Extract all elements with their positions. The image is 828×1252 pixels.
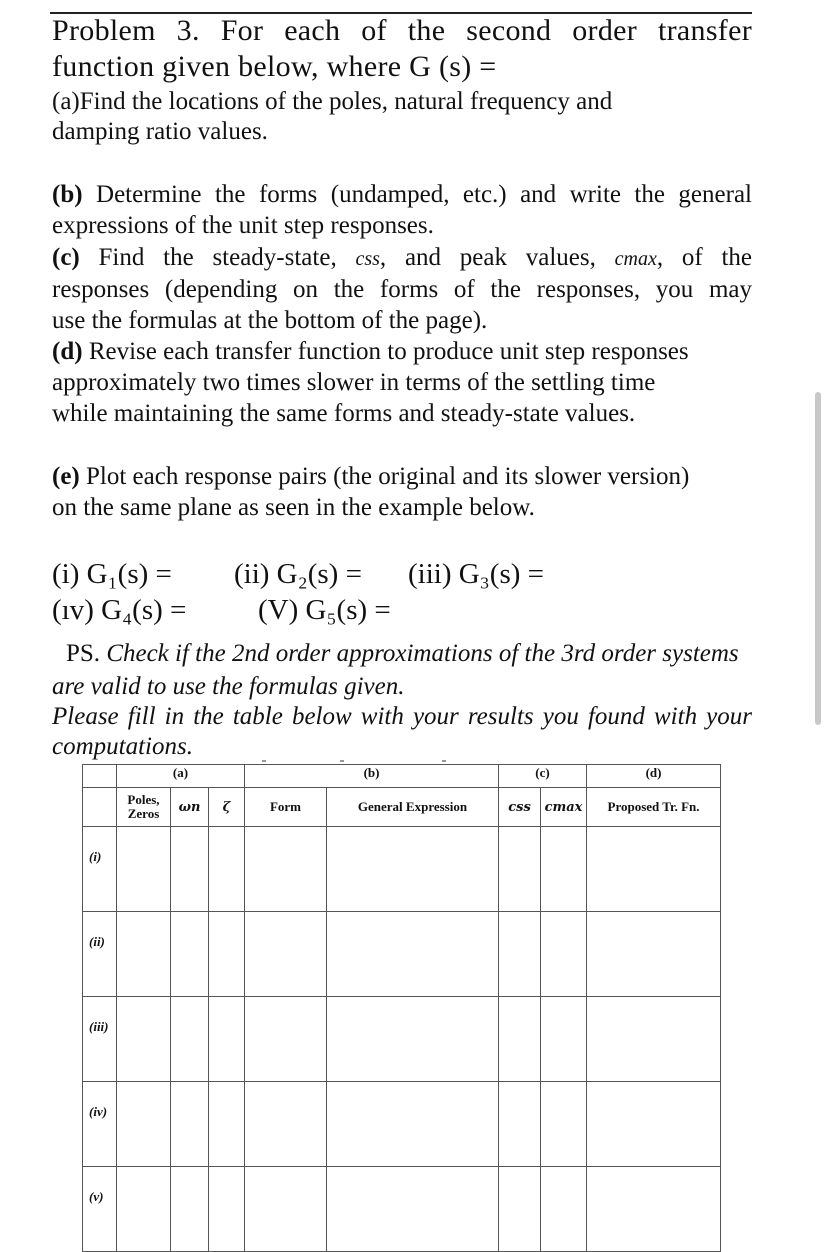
scan-mark [442,760,446,762]
table-cell[interactable] [587,827,721,912]
table-cell[interactable] [245,912,327,997]
results-table [82,764,721,1252]
ps-prefix: PS. [66,640,107,667]
part-b-text: Determine the forms (undamped, etc.) and write the general [82,181,752,208]
table-cell[interactable] [117,912,171,997]
table-cell[interactable] [245,1082,327,1167]
table-cell[interactable] [171,1082,209,1167]
part-d-text: Revise each transfer function to produce unit step responses [82,338,689,365]
ps-text: Check if the 2nd order approximations of the 3rd order systems [106,640,739,667]
table-cell[interactable] [117,997,171,1082]
table-cell[interactable] [245,827,327,912]
table-cell[interactable] [541,1082,587,1167]
fill-line2: computations. [52,733,193,760]
table-cell[interactable] [171,1167,209,1252]
header-corner-cell [83,788,117,827]
table-cell[interactable] [541,827,587,912]
table-cell[interactable] [327,997,499,1082]
tf-g2: (ii) G₂(s) = [234,558,362,590]
row-label: (v) [83,1167,117,1252]
part-a-line1: (a)Find the locations of the poles, natural frequency and [52,88,613,115]
table-cell[interactable] [117,827,171,912]
scan-mark [262,760,266,762]
table-row [83,1082,721,1167]
table-cell[interactable] [499,912,541,997]
css-symbol: css [355,248,380,270]
part-e-line1 [52,463,689,491]
part-e-text: Plot each response pairs (the original and its slower version) [79,463,690,490]
table-cell[interactable] [209,1082,245,1167]
part-b-label: (b) [52,181,83,208]
tf-g4: (ıv) G₄(s) = [52,594,187,626]
group-a-header: (a) [117,765,245,788]
row-label: (iv) [83,1082,117,1167]
table-cell[interactable] [327,827,499,912]
table-cell[interactable] [209,912,245,997]
table-cell[interactable] [171,827,209,912]
table-row [83,997,721,1082]
table-cell[interactable] [327,912,499,997]
table-cell[interactable] [171,997,209,1082]
col-natural-frequency: ωn [171,788,209,827]
problem-title-line1: Problem 3. For each of the second order transfer [52,14,752,47]
part-b-line2: expressions of the unit step responses. [52,212,434,239]
part-c-line3: use the formulas at the bottom of the page). [52,307,488,334]
problem-title-line2: function given below, where G (s) = [52,50,497,83]
table-cell[interactable] [209,827,245,912]
table-row [83,827,721,912]
scan-mark [340,760,344,762]
table-cell[interactable] [587,1082,721,1167]
row-label: (iii) [83,997,117,1082]
table-cell[interactable] [117,1082,171,1167]
group-d-header: (d) [587,765,721,788]
part-d-line2: approximately two times slower in terms of the settling time [52,369,656,396]
col-proposed-tf: Proposed Tr. Fn. [587,788,721,827]
table-cell[interactable] [245,997,327,1082]
table-cell[interactable] [541,1167,587,1252]
table-cell[interactable] [541,912,587,997]
tf-g3: (iii) G₃(s) = [408,558,544,590]
table-group-header-row [83,765,721,788]
table-cell[interactable] [499,997,541,1082]
part-d-label: (d) [52,338,83,365]
col-general-expression: General Expression [327,788,499,827]
part-e-line2: on the same plane as seen in the example below. [52,494,535,521]
table-cell[interactable] [209,997,245,1082]
part-c-line1 [52,244,752,272]
row-label: (i) [83,827,117,912]
part-e-label: (e) [52,463,80,490]
table-cell[interactable] [499,1082,541,1167]
table-cell[interactable] [499,827,541,912]
part-c-label: (c) [52,244,80,271]
table-cell[interactable] [171,912,209,997]
table-cell[interactable] [587,1167,721,1252]
part-c-line2: responses (depending on the forms of the responses, you may [52,276,752,303]
tf-g1: (i) G₁(s) = [52,558,172,590]
group-c-header: (c) [499,765,587,788]
table-row [83,1167,721,1252]
ps-line2: are valid to use the formulas given. [52,673,405,700]
table-cell[interactable] [327,1167,499,1252]
col-poles-zeros: Poles, Zeros [117,788,171,827]
col-damping-ratio: ζ [209,788,245,827]
col-cmax: cmax [541,788,587,827]
part-b-line1 [52,181,752,209]
part-c-text-a: Find the steady-state, [79,244,356,271]
table-cell[interactable] [587,997,721,1082]
fill-line1: Please fill in the table below with your results you found with your [52,703,752,730]
table-cell[interactable] [117,1167,171,1252]
cmax-symbol: cmax [614,248,657,270]
part-a-line2: damping ratio values. [52,118,268,145]
header-corner-cell [83,765,117,788]
part-c-text-c: , of the [656,244,752,271]
table-cell[interactable] [499,1167,541,1252]
table-column-header-row [83,788,721,827]
part-c-text-b: , and peak values, [379,244,615,271]
group-b-header: (b) [245,765,499,788]
table-cell[interactable] [541,997,587,1082]
col-css: css [499,788,541,827]
scrollbar-thumb[interactable] [815,392,821,725]
col-form: Form [245,788,327,827]
part-d-line3: while maintaining the same forms and steady-state values. [52,400,636,427]
table-cell[interactable] [327,1082,499,1167]
table-cell[interactable] [209,1167,245,1252]
tf-g5: (V) G₅(s) = [258,594,391,626]
ps-line1 [66,640,739,668]
table-cell[interactable] [245,1167,327,1252]
table-cell[interactable] [587,912,721,997]
part-d-line1 [52,338,689,366]
table-row [83,912,721,997]
row-label: (ii) [83,912,117,997]
